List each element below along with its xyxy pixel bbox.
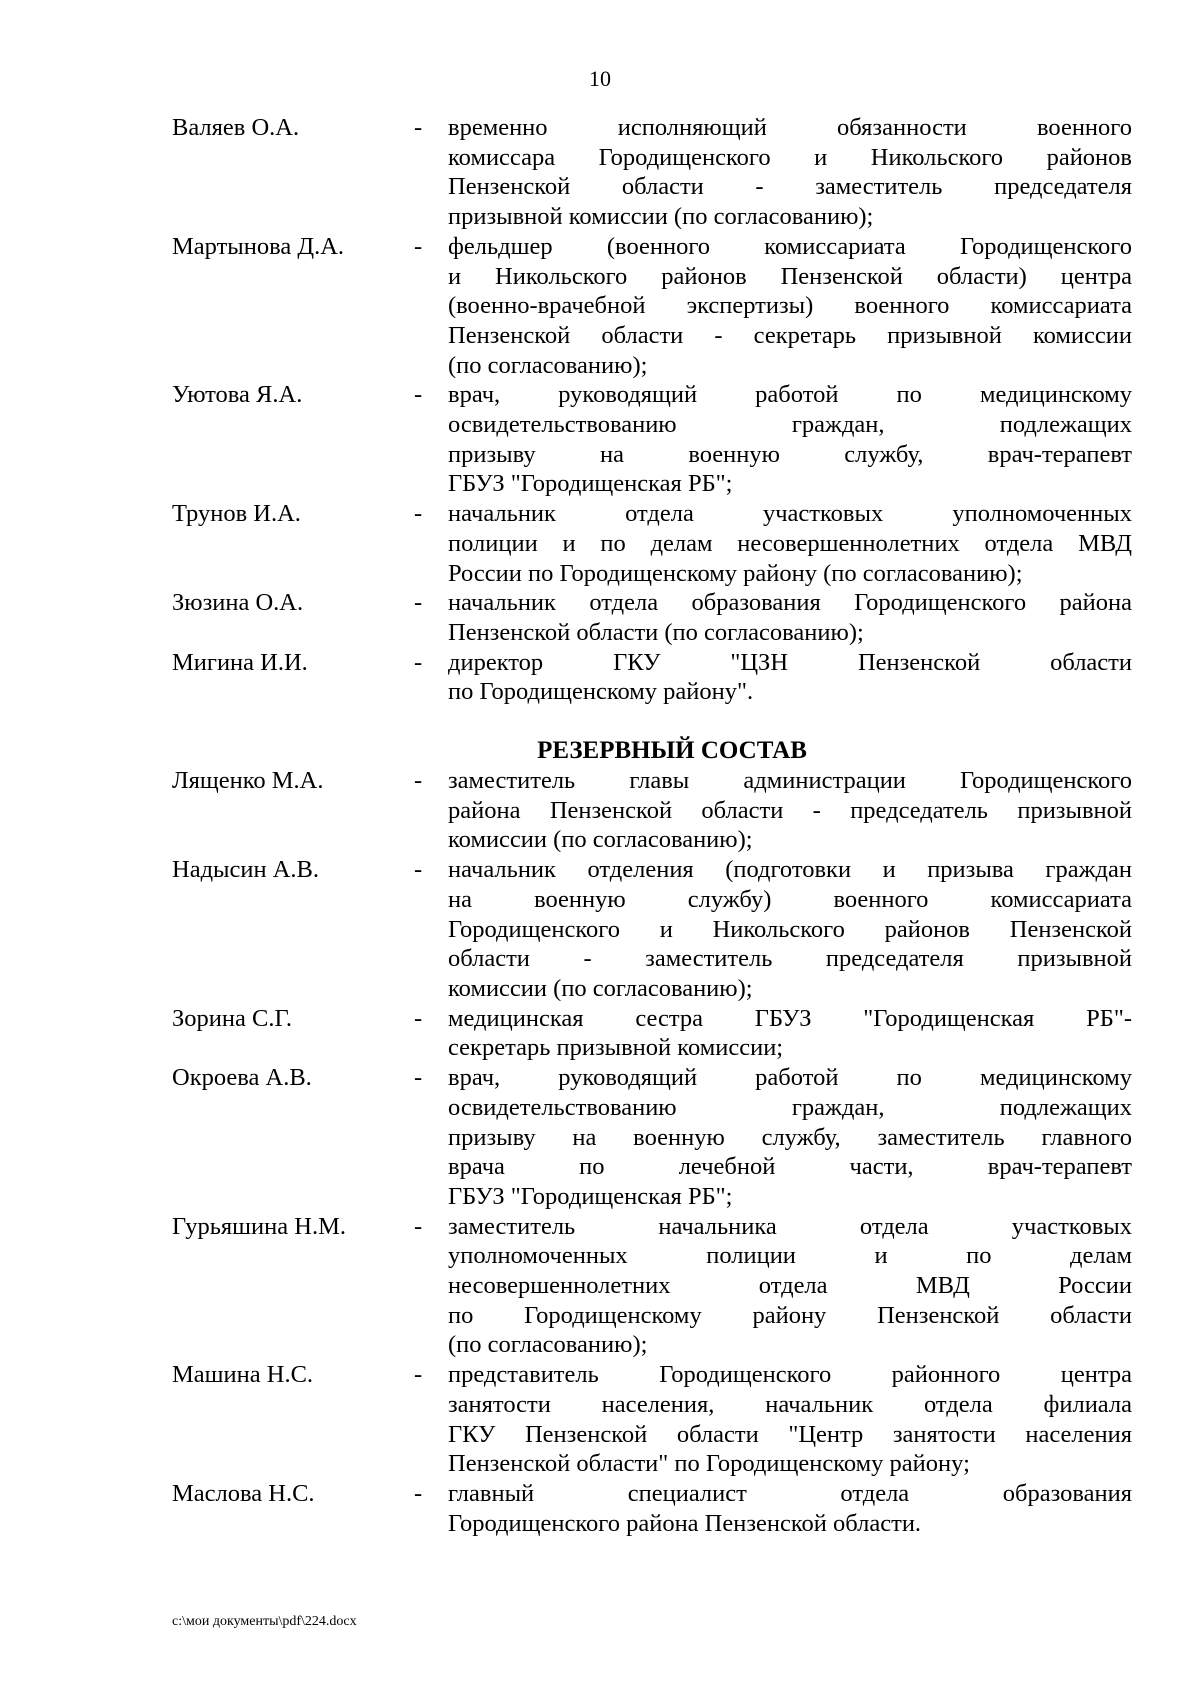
member-entry	[172, 113, 1132, 232]
description-line: освидетельствованию граждан, подлежащих	[448, 411, 1132, 439]
description-line: России по Городищенскому району (по согласованию);	[448, 559, 1023, 587]
member-description	[448, 1212, 1132, 1361]
description-line: начальник отдела участковых уполномоченных	[448, 500, 1132, 528]
description-line: ГБУЗ "Городищенская РБ";	[448, 470, 733, 498]
member-dash: -	[414, 232, 423, 260]
member-dash: -	[414, 381, 423, 409]
member-dash: -	[414, 114, 423, 141]
description-line: уполномоченных полиции и по делам	[448, 1242, 1132, 1270]
member-description	[448, 648, 1132, 707]
member-name: Маслова Н.С.	[172, 1479, 315, 1507]
member-name: Мигина И.И.	[172, 648, 308, 676]
description-line: и Никольского районов Пензенской области) центра	[448, 262, 1132, 290]
member-entry	[172, 1212, 1132, 1361]
member-name: Окроева А.В.	[172, 1064, 312, 1092]
member-description	[448, 499, 1132, 588]
description-line: ГКУ Пензенской области "Центр занятости населения	[448, 1420, 1132, 1448]
member-entry	[172, 499, 1132, 588]
description-line: начальник отдела образования Городищенского района	[448, 589, 1132, 617]
member-entry	[172, 1004, 1132, 1063]
description-line: секретарь призывной комиссии;	[448, 1034, 784, 1062]
member-entry	[172, 1063, 1132, 1212]
member-description	[448, 232, 1132, 381]
member-entry	[172, 1360, 1132, 1479]
member-name: Уютова Я.А.	[172, 381, 303, 409]
description-line: несовершеннолетних отдела МВД России	[448, 1272, 1132, 1300]
member-description	[448, 1004, 1132, 1063]
description-line: Городищенского и Никольского районов Пензенской	[448, 915, 1132, 943]
description-line: главный специалист отдела образования	[448, 1479, 1132, 1507]
description-line: фельдшер (военного комиссариата Городищенского	[448, 232, 1132, 260]
member-description	[448, 1063, 1132, 1212]
description-line: (по согласованию);	[448, 1331, 648, 1359]
description-line: по Городищенскому району".	[448, 678, 754, 706]
member-entry	[172, 1479, 1132, 1538]
footer-file-path: c:\мои документы\pdf\224.docx	[172, 1614, 357, 1629]
member-dash: -	[414, 589, 423, 617]
description-line: заместитель начальника отдела участковых	[448, 1212, 1132, 1240]
member-entry	[172, 232, 1132, 381]
member-dash: -	[414, 1479, 423, 1507]
member-name: Трунов И.А.	[172, 500, 301, 528]
description-line: (военно-врачебной экспертизы) военного комиссариата	[448, 292, 1132, 320]
member-description	[448, 588, 1132, 647]
member-dash: -	[414, 767, 423, 795]
member-description	[448, 380, 1132, 499]
description-line: призыву на военную службу, врач-терапевт	[448, 440, 1132, 468]
member-name: Лященко М.А.	[172, 767, 324, 795]
description-line: освидетельствованию граждан, подлежащих	[448, 1093, 1132, 1121]
description-line: комиссии (по согласованию);	[448, 826, 753, 854]
member-description	[448, 113, 1132, 232]
member-name: Зюзина О.А.	[172, 589, 304, 617]
member-entry	[172, 648, 1132, 707]
member-entry	[172, 855, 1132, 1004]
member-dash: -	[414, 1004, 423, 1032]
description-line: медицинская сестра ГБУЗ "Городищенская РБ"-	[448, 1004, 1132, 1032]
reserve-heading: РЕЗЕРВНЫЙ СОСТАВ	[537, 737, 807, 765]
description-line: начальник отделения (подготовки и призыва граждан	[448, 856, 1132, 884]
description-line: комиссара Городищенского и Никольского районов	[448, 143, 1132, 171]
member-description	[448, 1479, 1132, 1538]
member-dash: -	[414, 500, 423, 528]
member-name: Валяев О.А.	[172, 114, 300, 141]
member-name: Гурьяшина Н.М.	[172, 1212, 346, 1240]
description-line: (по согласованию);	[448, 351, 648, 379]
member-dash: -	[414, 856, 423, 884]
description-line: Пензенской области (по согласованию);	[448, 618, 864, 646]
page-number: 10	[589, 66, 611, 91]
member-name: Зорина С.Г.	[172, 1004, 292, 1032]
description-line: полиции и по делам несовершеннолетних отдела МВД	[448, 529, 1132, 557]
description-line: призывной комиссии (по согласованию);	[448, 203, 874, 231]
member-entry	[172, 380, 1132, 499]
description-line: врача по лечебной части, врач-терапевт	[448, 1153, 1132, 1181]
member-dash: -	[414, 1361, 423, 1389]
description-line: представитель Городищенского районного центра	[448, 1361, 1132, 1389]
description-line: области - заместитель председателя призывной	[448, 945, 1132, 973]
document-body	[172, 113, 1132, 1538]
member-name: Надысин А.В.	[172, 856, 319, 884]
description-line: района Пензенской области - председатель призывной	[448, 796, 1132, 824]
description-line: призыву на военную службу, заместитель главного	[448, 1123, 1132, 1151]
description-line: Пензенской области" по Городищенскому району;	[448, 1450, 970, 1478]
member-dash: -	[414, 1212, 423, 1240]
description-line: ГБУЗ "Городищенская РБ";	[448, 1182, 733, 1210]
member-name: Мартынова Д.А.	[172, 232, 345, 260]
member-dash: -	[414, 1064, 423, 1092]
member-entry	[172, 766, 1132, 855]
description-line: комиссии (по согласованию);	[448, 974, 753, 1002]
member-entry	[172, 588, 1132, 647]
member-description	[448, 766, 1132, 855]
description-line: временно исполняющий обязанности военного	[448, 114, 1132, 141]
member-name: Машина Н.С.	[172, 1361, 314, 1389]
description-line: Городищенского района Пензенской области.	[448, 1509, 922, 1537]
description-line: Пензенской области - заместитель председателя	[448, 173, 1132, 201]
member-description	[448, 1360, 1132, 1479]
description-line: по Городищенскому району Пензенской области	[448, 1301, 1132, 1329]
description-line: директор ГКУ "ЦЗН Пензенской области	[448, 648, 1132, 676]
description-line: заместитель главы администрации Городищенского	[448, 767, 1132, 795]
member-dash: -	[414, 648, 423, 676]
description-line: врач, руководящий работой по медицинскому	[448, 381, 1132, 409]
reserve-composition-list	[172, 766, 1132, 1538]
member-description	[448, 855, 1132, 1004]
description-line: врач, руководящий работой по медицинскому	[448, 1064, 1132, 1092]
description-line: занятости населения, начальник отдела филиала	[448, 1390, 1132, 1418]
description-line: на военную службу) военного комиссариата	[448, 885, 1132, 913]
main-composition-list	[172, 113, 1132, 707]
description-line: Пензенской области - секретарь призывной комиссии	[448, 321, 1132, 349]
